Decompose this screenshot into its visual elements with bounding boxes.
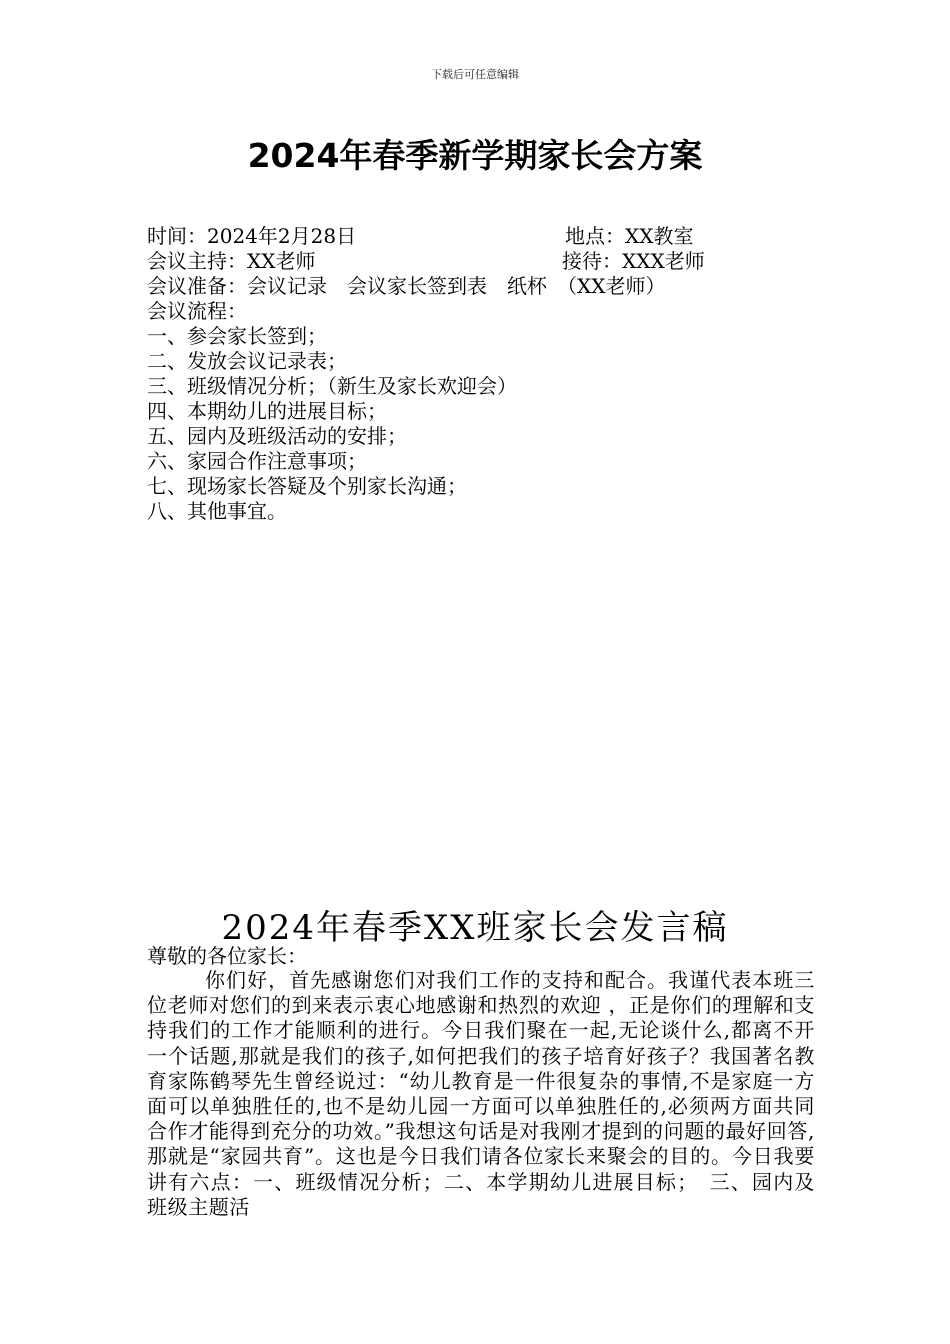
process-item: 八、其他事宜。	[147, 499, 287, 523]
meeting-host: 会议主持：XX老师	[147, 249, 316, 273]
process-item: 七、现场家长答疑及个别家长沟通；	[147, 474, 467, 498]
process-item: 一、参会家长签到；	[147, 324, 327, 348]
meeting-time: 时间：2024年2月28日	[147, 224, 357, 248]
process-item: 六、家园合作注意事项；	[147, 449, 367, 473]
meeting-info	[147, 224, 827, 524]
speech-body: 你们好，首先感谢您们对我们工作的支持和配合。我谨代表本班三位老师对您们的到来表示衷心地感谢和热烈的欢迎 ，正是你们的理解和支持我们的工作才能顺利的进行。今日我们聚在一起,无论谈什么,都离不开一个话题,那就是我们的孩子,如何把我们的孩子培育好孩子？我国著名教育家陈鹤琴先生曾经说过：“幼儿教育是一件很复杂的事情,不是家庭一方面可以单独胜任的,也不是幼儿园一方面可以单独胜任的,必须两方面共同合作才能得到充分的功效。”我想这句话是对我刚才提到的问题的最好回答,那就是“家园共育”。这也是今日我们请各位家长来聚会的目的。今日我要讲有六点：一、班级情况分析；二、本学期幼儿进展目标； 三、园内及班级主题活	[147, 968, 815, 1219]
speech-salutation: 尊敬的各位家长：	[147, 944, 307, 968]
meeting-process-label: 会议流程：	[147, 299, 247, 323]
meeting-reception: 接待：XXX老师	[562, 249, 705, 273]
process-item: 三、班级情况分析；（新生及家长欢迎会）	[147, 374, 517, 398]
meeting-time-row	[147, 224, 827, 249]
header-note: 下载后可任意编辑	[431, 68, 519, 81]
process-item: 五、园内及班级活动的安排；	[147, 424, 407, 448]
process-item: 四、本期幼儿的进展目标；	[147, 399, 387, 423]
process-item: 二、发放会议记录表；	[147, 349, 347, 373]
meeting-host-row	[147, 249, 827, 274]
meeting-location: 地点：XX教室	[565, 224, 694, 248]
page-title: 2024年春季新学期家长会方案	[247, 136, 703, 175]
meeting-preparation: 会议准备：会议记录 会议家长签到表 纸杯 （XX老师）	[147, 274, 666, 298]
speech-title: 2024年春季XX班家长会发言稿	[221, 908, 729, 948]
